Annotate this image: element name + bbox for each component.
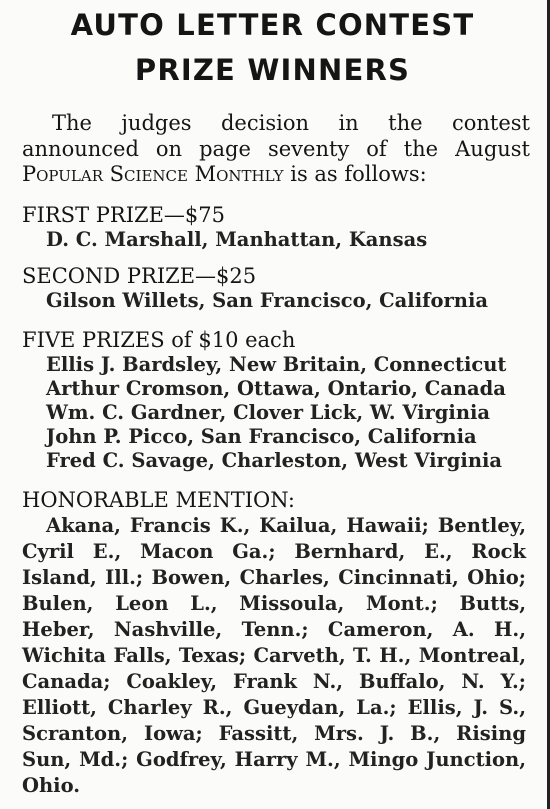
winner-line: D. C. Marshall, Manhattan, Kansas [46, 228, 428, 251]
first-prize-heading: FIRST PRIZE—$75 [22, 203, 225, 227]
intro-text-start: The judges decision in the contest announced on page seventy of the August [22, 111, 530, 161]
winner-line: John P. Picco, San Francisco, California [46, 425, 477, 448]
intro-paragraph [22, 111, 530, 188]
winner-line: Arthur Cromson, Ottawa, Ontario, Canada [46, 377, 506, 400]
winner-line: Wm. C. Gardner, Clover Lick, W. Virginia [46, 401, 491, 424]
second-prize-section [22, 264, 532, 313]
magazine-name: Popular Science Monthly [22, 162, 284, 186]
five-prizes-section [22, 328, 532, 473]
second-prize-heading: SECOND PRIZE—$25 [22, 264, 257, 288]
winner-line: Gilson Willets, San Francisco, California [46, 289, 489, 312]
winner-line: Ellis J. Bardsley, New Britain, Connecticut [46, 353, 507, 376]
winner-line: Fred C. Savage, Charleston, West Virginia [46, 449, 503, 472]
title-line-2: PRIZE WINNERS [134, 53, 411, 87]
honorable-mention-section [22, 488, 532, 799]
title-line-1: AUTO LETTER CONTEST [70, 8, 475, 42]
honorable-mention-list: Akana, Francis K., Kailua, Hawaii; Bentley, Cyril E., Macon Ga.; Bernhard, E., Rock Island, Ill.; Bowen, Charles, Cincinnati, Ohio; Bulen, Leon L., Missoula, Mont.; Butts, Heber, Nashville, Tenn.; Cameron, A. H., Wichita Falls, Texas; Carveth, T. H., Montreal, Canada; Coakley, Frank N., Buffalo, N. Y.; Elliott, Charley R., Gueydan, La.; Ellis, J. S., Scranton, Iowa; Fassitt, Mrs. J. B., Rising Sun, Md.; Godfrey, Harry M., Mingo Junction, Ohio. [22, 514, 526, 797]
honorable-mention-heading: HONORABLE MENTION: [22, 488, 295, 512]
intro-text-end: is as follows: [283, 162, 427, 186]
first-prize-section [22, 203, 532, 252]
five-prizes-heading: FIVE PRIZES of $10 each [22, 328, 296, 352]
